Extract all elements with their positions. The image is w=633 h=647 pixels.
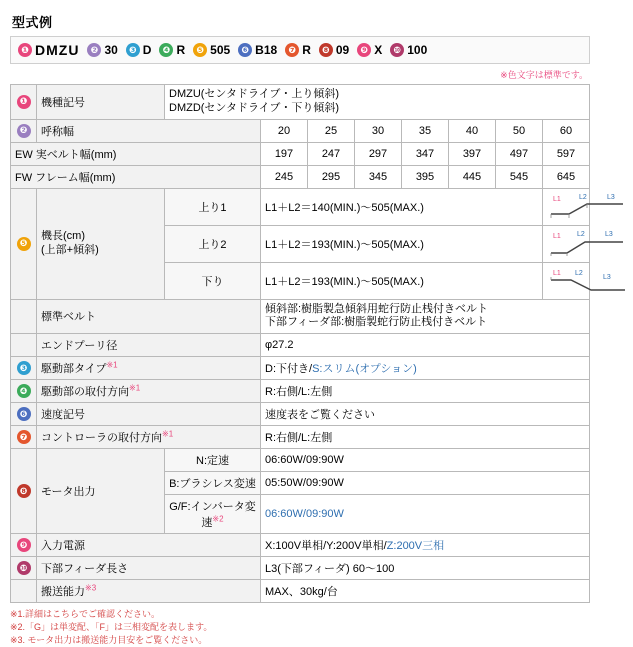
code-value-1: DMZU <box>35 42 80 58</box>
model-code-strip <box>10 36 590 64</box>
row-badge-1 <box>11 85 37 120</box>
drive-type-footnote-mark: ※1 <box>106 360 118 370</box>
svg-text:L2: L2 <box>577 230 585 238</box>
row-badge-8 <box>11 449 37 534</box>
circle-number-9-icon: ❾ <box>357 43 371 57</box>
table-row <box>11 299 590 334</box>
row-badge-2 <box>11 119 37 142</box>
ew-value-6: 497 <box>496 142 543 165</box>
circle-number-6-icon: ❻ <box>238 43 252 57</box>
fw-value-3: 345 <box>355 165 402 188</box>
standard-belt-line-1: 傾斜部:樹脂製急傾斜用蛇行防止桟付きベルト <box>265 302 489 315</box>
code-value-10: 100 <box>407 43 428 57</box>
fw-value-1: 245 <box>261 165 308 188</box>
nominal-width-40: 40 <box>449 119 496 142</box>
svg-text:L1: L1 <box>553 269 561 277</box>
conveying-capacity-footnote-mark: ※3 <box>85 583 97 593</box>
row-label-frame-width: FW フレーム幅(mm) <box>11 165 261 188</box>
svg-text:L1: L1 <box>553 232 561 240</box>
row-label-input-power: 入力電源 <box>37 534 261 557</box>
circle-number-10-icon: ❿ <box>17 561 31 575</box>
table-row <box>11 334 590 357</box>
circle-number-2-icon: ❷ <box>87 43 101 57</box>
row-value-standard-belt <box>261 299 590 334</box>
code-value-7: R <box>302 43 311 57</box>
standard-color-note: ※色文字は標準です。 <box>500 70 588 80</box>
controller-direction-footnote-mark: ※1 <box>162 429 174 439</box>
circle-number-4-icon: ❹ <box>159 43 173 57</box>
machine-length-sub-up2: 上り2 <box>165 225 261 262</box>
ew-value-3: 297 <box>355 142 402 165</box>
row-badge-4 <box>11 380 37 403</box>
standard-belt-line-2: 下部フィーダ部:樹脂製蛇行防止桟付きベルト <box>265 316 488 329</box>
page-title: 型式例 <box>12 15 53 30</box>
machine-length-line-2: (上部+傾斜) <box>41 243 99 256</box>
motor-output-sub-inverter <box>165 495 261 534</box>
motor-output-value-constant: 06:60W/09:90W <box>261 449 590 472</box>
footnote-1: ※1.詳細はこちらでご確認ください。 <box>10 609 160 619</box>
motor-output-sub-constant: N:定速 <box>165 449 261 472</box>
row-value-input-power <box>261 534 590 557</box>
fw-value-5: 445 <box>449 165 496 188</box>
row-value-controller-direction: R:右側/L:左側 <box>261 426 590 449</box>
machine-length-value-down: L1＋L2＝193(MIN.)～505(MAX.) <box>261 262 543 299</box>
circle-number-7-icon: ❼ <box>285 43 299 57</box>
code-item-8 <box>316 43 352 57</box>
table-row <box>11 188 590 225</box>
table-row <box>11 580 590 603</box>
machine-length-diagram-down <box>543 262 611 299</box>
row-value-lower-feeder-length: L3(下部フィーダ) 60～100 <box>261 557 590 580</box>
row-label-lower-feeder-length: 下部フィーダ長さ <box>37 557 261 580</box>
machine-length-line-1: 機長(cm) <box>41 229 85 242</box>
incline-diagram-up2-icon <box>547 229 633 259</box>
circle-number-2-icon: ❷ <box>17 124 31 138</box>
table-row <box>11 557 590 580</box>
motor-output-inverter-label-text: G/F:インバータ変速 <box>169 501 256 529</box>
motor-output-sub-brushless: B:ブラシレス変速 <box>165 472 261 495</box>
row-label-effective-belt-width: EW 実ベルト幅(mm) <box>11 142 261 165</box>
machine-length-diagram-up1 <box>543 188 615 225</box>
input-power-value-three-phase: Z:200V三相 <box>386 540 445 552</box>
code-value-3: D <box>142 43 152 57</box>
row-value-drive-mount-direction: R:右側/L:左側 <box>261 380 590 403</box>
circle-number-5-icon: ❺ <box>17 237 31 251</box>
circle-number-1-icon: ❶ <box>17 95 31 109</box>
code-value-8: 09 <box>335 43 350 57</box>
svg-text:L2: L2 <box>579 193 587 201</box>
drive-type-label-text: 駆動部タイプ <box>41 363 107 375</box>
fw-value-2: 295 <box>308 165 355 188</box>
machine-length-sub-down: 下り <box>165 262 261 299</box>
table-row <box>11 119 590 142</box>
drive-type-value-option: S:スリム(オプション) <box>312 363 417 375</box>
ew-value-4: 347 <box>402 142 449 165</box>
svg-text:L3: L3 <box>607 193 615 201</box>
table-row <box>11 85 590 120</box>
model-code-line-2: DMZD(センタドライブ・下り傾斜) <box>169 101 339 114</box>
svg-text:L1: L1 <box>553 195 561 203</box>
row-value-drive-type <box>261 357 590 380</box>
input-power-value-plain: X:100V単相/Y:200V単相/ <box>265 540 387 552</box>
nominal-width-25: 25 <box>308 119 355 142</box>
machine-length-value-up2: L1＋L2＝193(MIN.)～505(MAX.) <box>261 225 543 262</box>
nominal-width-50: 50 <box>496 119 543 142</box>
circle-number-3-icon: ❸ <box>126 43 140 57</box>
nominal-width-60: 60 <box>543 119 590 142</box>
table-row <box>11 357 590 380</box>
row-label-drive-mount-direction <box>37 380 261 403</box>
code-item-6 <box>235 43 280 57</box>
row-badge-end-pulley <box>11 334 37 357</box>
code-item-2 <box>84 43 120 57</box>
ew-value-7: 597 <box>543 142 590 165</box>
row-label-machine-length <box>37 188 165 299</box>
circle-number-1-icon: ❶ <box>18 43 32 57</box>
row-badge-5 <box>11 188 37 299</box>
svg-text:L3: L3 <box>605 230 613 238</box>
machine-length-sub-up1: 上り1 <box>165 188 261 225</box>
circle-number-7-icon: ❼ <box>17 430 31 444</box>
machine-length-diagram-up2 <box>543 225 613 262</box>
row-label-model-code: 機種記号 <box>37 85 165 120</box>
drive-type-value-plain: D:下付き/ <box>265 363 313 375</box>
machine-length-value-up1: L1＋L2＝140(MIN.)～505(MAX.) <box>261 188 543 225</box>
circle-number-3-icon: ❸ <box>17 361 31 375</box>
table-row <box>11 426 590 449</box>
circle-number-6-icon: ❻ <box>17 407 31 421</box>
ew-value-5: 397 <box>449 142 496 165</box>
circle-number-4-icon: ❹ <box>17 384 31 398</box>
motor-output-value-inverter: 06:60W/09:90W <box>261 495 590 534</box>
circle-number-9-icon: ❾ <box>17 538 31 552</box>
row-badge-6 <box>11 403 37 426</box>
code-item-9 <box>354 43 385 57</box>
row-label-speed-code: 速度記号 <box>37 403 261 426</box>
motor-output-value-brushless: 05:50W/09:90W <box>261 472 590 495</box>
model-code-line-1: DMZU(センタドライブ・上り傾斜) <box>169 88 339 100</box>
code-value-9: X <box>374 43 383 57</box>
drive-mount-footnote-mark: ※1 <box>129 383 141 393</box>
code-item-7 <box>282 43 314 57</box>
circle-number-8-icon: ❽ <box>319 43 333 57</box>
code-item-10 <box>387 43 430 57</box>
nominal-width-20: 20 <box>261 119 308 142</box>
code-item-4 <box>156 43 188 57</box>
fw-value-7: 645 <box>543 165 590 188</box>
row-label-conveying-capacity <box>37 580 261 603</box>
row-badge-3 <box>11 357 37 380</box>
circle-number-10-icon: ❿ <box>390 43 404 57</box>
row-value-end-pulley: φ27.2 <box>261 334 590 357</box>
fw-value-4: 395 <box>402 165 449 188</box>
ew-value-1: 197 <box>261 142 308 165</box>
row-value-model-code <box>165 85 590 120</box>
nominal-width-35: 35 <box>402 119 449 142</box>
row-value-speed-code: 速度表をご覧ください <box>261 403 590 426</box>
code-item-5 <box>190 43 233 57</box>
row-label-controller-direction <box>37 426 261 449</box>
controller-direction-label-text: コントローラの取付方向 <box>41 432 162 444</box>
footnote-2: ※2.「G」は単変配、「F」は三相変配を表します。 <box>10 622 213 633</box>
specification-table <box>10 84 615 603</box>
table-row <box>11 165 590 188</box>
conveying-capacity-label-text: 搬送能力 <box>41 586 85 598</box>
footnote-3: ※3. モータ出力は搬送能力目安をご覧ください。 <box>10 635 208 646</box>
table-row <box>11 403 590 426</box>
decline-diagram-icon <box>547 266 633 296</box>
code-value-6: B18 <box>255 43 278 57</box>
row-value-conveying-capacity: MAX、30kg/台 <box>261 580 590 603</box>
nominal-width-30: 30 <box>355 119 402 142</box>
footnotes <box>10 608 590 647</box>
incline-diagram-up1-icon <box>547 192 633 222</box>
table-row <box>11 449 590 472</box>
svg-text:L3: L3 <box>603 273 611 281</box>
circle-number-8-icon: ❽ <box>17 484 31 498</box>
row-label-nominal-width: 呼称幅 <box>37 119 261 142</box>
row-badge-9 <box>11 534 37 557</box>
table-row <box>11 534 590 557</box>
row-label-drive-type <box>37 357 261 380</box>
row-badge-standard-belt <box>11 299 37 334</box>
row-label-end-pulley: エンドプーリ径 <box>37 334 261 357</box>
row-badge-10 <box>11 557 37 580</box>
svg-text:L2: L2 <box>575 269 583 277</box>
table-row <box>11 142 590 165</box>
row-badge-capacity <box>11 580 37 603</box>
code-item-3 <box>123 43 155 57</box>
code-value-5: 505 <box>210 43 231 57</box>
ew-value-2: 247 <box>308 142 355 165</box>
code-item-1 <box>15 42 82 58</box>
row-badge-7 <box>11 426 37 449</box>
drive-mount-label-text: 駆動部の取付方向 <box>41 386 129 398</box>
fw-value-6: 545 <box>496 165 543 188</box>
row-label-motor-output: モータ出力 <box>37 449 165 534</box>
motor-output-inverter-footnote-mark: ※2 <box>212 514 224 524</box>
circle-number-5-icon: ❺ <box>193 43 207 57</box>
row-label-standard-belt: 標準ベルト <box>37 299 261 334</box>
code-value-4: R <box>176 43 186 57</box>
code-value-2: 30 <box>104 43 118 57</box>
table-row <box>11 380 590 403</box>
